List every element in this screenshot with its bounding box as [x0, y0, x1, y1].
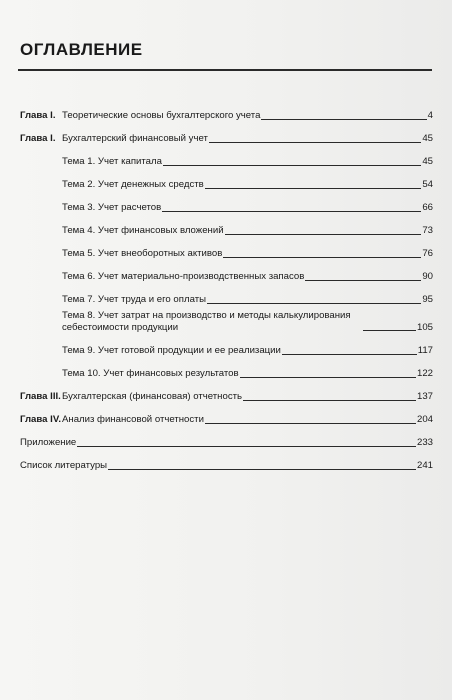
toc-page-number: 54: [422, 179, 433, 190]
toc-entry: [62, 345, 433, 357]
toc-page-number: 241: [416, 460, 433, 471]
toc-entry-title: Тема 8. Учет затрат на производство и методы калькулирования себестоимости продукции: [62, 310, 351, 333]
toc-entry-title: Теоретические основы бухгалтерского учета: [62, 110, 261, 121]
toc-entry-title: Тема 10. Учет финансовых результатов: [62, 368, 239, 379]
toc-page-number: 66: [422, 202, 433, 213]
toc-leader-line: [205, 188, 422, 189]
toc-entry-title: Тема 4. Учет финансовых вложений: [62, 225, 224, 236]
toc-leader-line: [207, 303, 421, 304]
toc-page-number: 105: [416, 321, 433, 333]
toc-page-number: 137: [416, 391, 433, 402]
toc-leader-line: [77, 446, 416, 447]
toc-entry: [20, 133, 433, 145]
toc-leader-line: [363, 330, 416, 331]
toc-entry: [62, 225, 433, 237]
toc-entry-title: Тема 2. Учет денежных средств: [62, 179, 204, 190]
toc-entry-title: Бухгалтерская (финансовая) отчетность: [62, 391, 243, 402]
toc-leader-line: [282, 354, 417, 355]
toc-entry: [62, 156, 433, 168]
toc-chapter-label: Глава IV.: [20, 414, 62, 425]
toc-leader-line: [162, 211, 421, 212]
toc-entry: [62, 271, 433, 283]
toc-chapter-label: Глава I.: [20, 133, 56, 144]
toc-leader-line: [305, 280, 421, 281]
heading-divider: [18, 69, 432, 71]
toc-page-number: 76: [422, 248, 433, 259]
toc-entry: [62, 202, 433, 214]
toc-page-number: 95: [422, 294, 433, 305]
toc-entry: [62, 368, 433, 380]
toc-page-number: 73: [422, 225, 433, 236]
toc-entry: [62, 248, 433, 260]
toc-page-number: 90: [422, 271, 433, 282]
toc-entry-title: Приложение: [20, 437, 77, 448]
toc-leader-line: [243, 400, 416, 401]
toc-entry: [20, 437, 433, 449]
page-title: ОГЛАВЛЕНИЕ: [20, 40, 143, 59]
toc-chapter-label: Глава III.: [20, 391, 61, 402]
toc-page-number: 117: [417, 345, 433, 356]
toc-entry-title: Тема 6. Учет материально-производственных запасов: [62, 271, 305, 282]
toc-entry-title: Тема 1. Учет капитала: [62, 156, 162, 167]
toc-page-number: 233: [416, 437, 433, 448]
toc-leader-line: [225, 234, 422, 235]
toc-entry-title: Анализ финансовой отчетности: [62, 414, 204, 425]
toc-leader-line: [108, 469, 416, 470]
toc-entry-title: Тема 7. Учет труда и его оплаты: [62, 294, 206, 305]
toc-page-number: 45: [422, 156, 433, 167]
toc-leader-line: [205, 423, 416, 424]
toc-leader-line: [209, 142, 421, 143]
toc-entry: [20, 110, 433, 122]
toc-entry-title: Бухгалтерский финансовый учет: [62, 133, 208, 144]
toc-entry: [62, 294, 433, 306]
toc-leader-line: [163, 165, 421, 166]
toc-page-number: 45: [422, 133, 433, 144]
toc-entry-title: Список литературы: [20, 460, 108, 471]
toc-leader-line: [223, 257, 421, 258]
toc-page-number: 4: [427, 110, 433, 121]
toc-entry-title: Тема 9. Учет готовой продукции и ее реализации: [62, 345, 281, 356]
toc-leader-line: [240, 377, 416, 378]
toc-chapter-label: Глава I.: [20, 110, 56, 121]
toc-entry: [62, 310, 433, 333]
toc-entry: [20, 391, 433, 403]
toc-page-number: 204: [416, 414, 433, 425]
toc-page-number: 122: [416, 368, 433, 379]
toc-entry: [20, 460, 433, 472]
toc-entry-title: Тема 3. Учет расчетов: [62, 202, 162, 213]
toc-entry: [62, 179, 433, 191]
toc-leader-line: [261, 119, 426, 120]
toc-entry-title: Тема 5. Учет внеоборотных активов: [62, 248, 223, 259]
toc-entry: [20, 414, 433, 426]
